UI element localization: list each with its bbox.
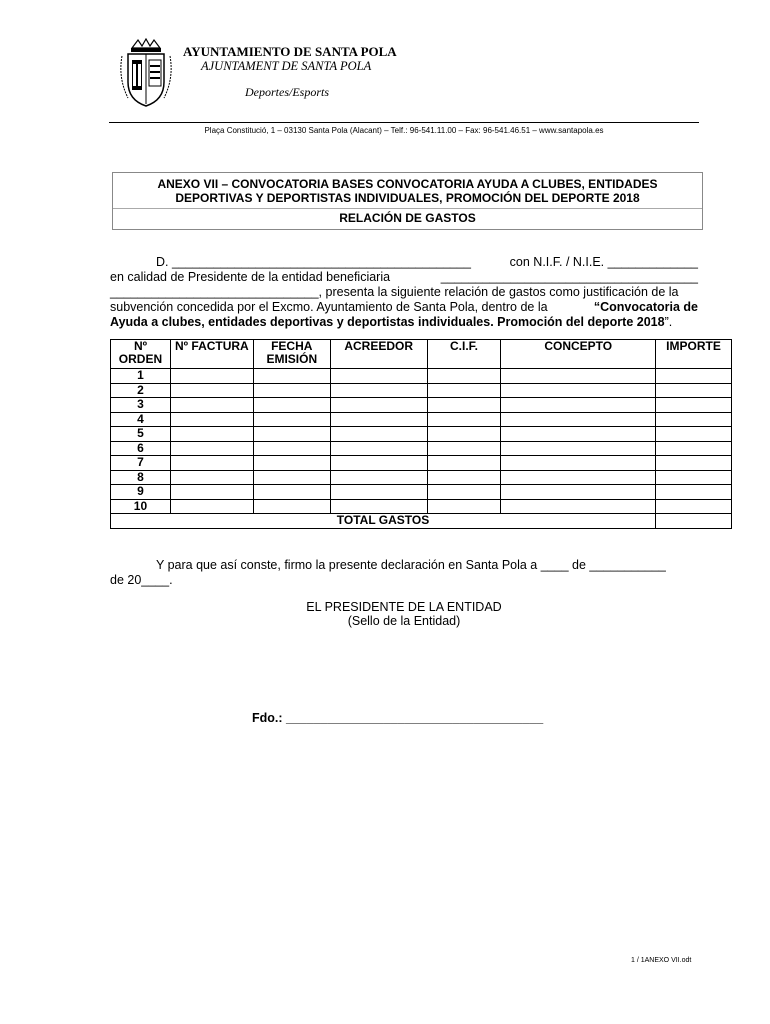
table-cell[interactable] <box>170 412 253 427</box>
table-row <box>111 369 732 384</box>
table-cell[interactable] <box>253 470 330 485</box>
table-cell[interactable] <box>170 470 253 485</box>
table-cell[interactable] <box>656 485 732 500</box>
table-cell[interactable] <box>501 412 656 427</box>
table-cell[interactable] <box>170 499 253 514</box>
address-line: Plaça Constitució, 1 – 03130 Santa Pola (Alacant) – Telf.: 96-541.11.00 – Fax: 96-541.46.51 – www.santapola.es <box>204 126 604 135</box>
table-cell[interactable] <box>330 412 427 427</box>
table-row <box>111 456 732 471</box>
expenses-table <box>110 339 732 529</box>
signatory-role: EL PRESIDENTE DE LA ENTIDAD <box>306 600 502 614</box>
table-cell[interactable] <box>427 441 501 456</box>
col-header-importe: IMPORTE <box>656 340 732 369</box>
table-cell[interactable] <box>501 470 656 485</box>
table-cell[interactable] <box>253 383 330 398</box>
col-header-cif: C.I.F. <box>427 340 501 369</box>
declaration-line-1 <box>110 255 698 270</box>
col-header-acreedor: ACREEDOR <box>330 340 427 369</box>
row-number: 2 <box>111 383 171 398</box>
table-cell[interactable] <box>427 470 501 485</box>
declaration-line-5: Ayuda a clubes, entidades deportivas y deportistas individuales. Promoción del deporte 2018”. <box>110 315 673 329</box>
table-cell[interactable] <box>330 369 427 384</box>
total-row <box>111 514 732 529</box>
table-cell[interactable] <box>170 427 253 442</box>
row-number: 9 <box>111 485 171 500</box>
title-line-1: ANEXO VII – CONVOCATORIA BASES CONVOCATORIA AYUDA A CLUBES, ENTIDADES <box>157 177 658 191</box>
row-number: 3 <box>111 398 171 413</box>
col-header-orden: Nº ORDEN <box>111 340 171 369</box>
table-cell[interactable] <box>170 441 253 456</box>
table-cell[interactable] <box>330 441 427 456</box>
document-title <box>113 177 702 205</box>
table-cell[interactable] <box>427 383 501 398</box>
table-cell[interactable] <box>656 499 732 514</box>
table-cell[interactable] <box>501 398 656 413</box>
table-cell[interactable] <box>656 456 732 471</box>
table-cell[interactable] <box>253 441 330 456</box>
table-cell[interactable] <box>330 398 427 413</box>
table-cell[interactable] <box>253 398 330 413</box>
table-cell[interactable] <box>427 456 501 471</box>
total-amount-cell[interactable] <box>656 514 732 529</box>
table-cell[interactable] <box>330 499 427 514</box>
table-cell[interactable] <box>501 485 656 500</box>
table-cell[interactable] <box>501 383 656 398</box>
declaration-paragraph <box>110 255 698 330</box>
table-row <box>111 398 732 413</box>
table-cell[interactable] <box>427 412 501 427</box>
closing-line-1: Y para que así conste, firmo la presente declaración en Santa Pola a ____ de ___________ <box>156 558 666 572</box>
row-number: 7 <box>111 456 171 471</box>
table-header-row <box>111 340 732 369</box>
table-row <box>111 499 732 514</box>
declaration-line-2: en calidad de Presidente de la entidad beneficiaria _____________________________________ <box>110 270 698 284</box>
document-subtitle: RELACIÓN DE GASTOS <box>339 211 476 225</box>
table-cell[interactable] <box>656 398 732 413</box>
table-cell[interactable] <box>656 427 732 442</box>
table-cell[interactable] <box>330 383 427 398</box>
table-cell[interactable] <box>656 441 732 456</box>
nif-field[interactable]: con N.I.F. / N.I.E. _____________ <box>509 255 698 269</box>
table-cell[interactable] <box>253 485 330 500</box>
table-cell[interactable] <box>427 485 501 500</box>
row-number: 5 <box>111 427 171 442</box>
table-cell[interactable] <box>170 383 253 398</box>
table-cell[interactable] <box>656 470 732 485</box>
table-cell[interactable] <box>501 427 656 442</box>
row-number: 8 <box>111 470 171 485</box>
table-cell[interactable] <box>253 499 330 514</box>
table-cell[interactable] <box>170 398 253 413</box>
table-cell[interactable] <box>330 470 427 485</box>
table-cell[interactable] <box>427 398 501 413</box>
total-label: TOTAL GASTOS <box>111 514 656 529</box>
title-divider <box>113 208 702 209</box>
table-cell[interactable] <box>330 485 427 500</box>
seal-note: (Sello de la Entidad) <box>347 614 461 628</box>
table-row <box>111 383 732 398</box>
department-label: Deportes/Esports <box>245 85 329 99</box>
table-cell[interactable] <box>170 369 253 384</box>
table-cell[interactable] <box>427 499 501 514</box>
table-cell[interactable] <box>253 369 330 384</box>
table-cell[interactable] <box>330 456 427 471</box>
row-number: 10 <box>111 499 171 514</box>
table-cell[interactable] <box>501 441 656 456</box>
table-cell[interactable] <box>656 412 732 427</box>
signature-line[interactable]: Fdo.: _____________________________________ <box>252 711 544 725</box>
page-footer: 1 / 1ANEXO VII.odt <box>631 957 692 964</box>
row-number: 1 <box>111 369 171 384</box>
title-line-2: DEPORTIVAS Y DEPORTISTAS INDIVIDUALES, PROMOCIÓN DEL DEPORTE 2018 <box>175 191 640 205</box>
col-header-factura: Nº FACTURA <box>170 340 253 369</box>
table-cell[interactable] <box>253 427 330 442</box>
table-cell[interactable] <box>427 427 501 442</box>
table-row <box>111 412 732 427</box>
table-cell[interactable] <box>501 369 656 384</box>
name-field[interactable]: D. ___________________________________________ <box>156 255 471 269</box>
table-cell[interactable] <box>656 369 732 384</box>
closing-statement <box>110 558 698 588</box>
coat-of-arms-icon <box>118 38 174 108</box>
col-header-concepto: CONCEPTO <box>501 340 656 369</box>
table-cell[interactable] <box>170 456 253 471</box>
table-cell[interactable] <box>501 456 656 471</box>
signature-block <box>110 600 698 628</box>
organization-name: AYUNTAMIENTO DE SANTA POLA <box>183 44 397 59</box>
table-row <box>111 470 732 485</box>
table-cell[interactable] <box>253 412 330 427</box>
declaration-line-4: subvención concedida por el Excmo. Ayuntamiento de Santa Pola, dentro de la “Convocatoria de <box>110 300 698 314</box>
table-cell[interactable] <box>656 383 732 398</box>
title-box <box>112 172 703 230</box>
table-cell[interactable] <box>501 499 656 514</box>
declaration-line-3: ______________________________, presenta la siguiente relación de gastos como justificación de la <box>110 285 679 299</box>
col-header-fecha: FECHA EMISIÓN <box>253 340 330 369</box>
header-divider <box>109 122 699 123</box>
table-row <box>111 441 732 456</box>
table-cell[interactable] <box>253 456 330 471</box>
entity-field[interactable]: _____________________________________ <box>440 270 698 284</box>
row-number: 6 <box>111 441 171 456</box>
organization-name-valencian: AJUNTAMENT DE SANTA POLA <box>201 59 372 73</box>
table-row <box>111 485 732 500</box>
table-cell[interactable] <box>330 427 427 442</box>
table-row <box>111 427 732 442</box>
row-number: 4 <box>111 412 171 427</box>
table-cell[interactable] <box>170 485 253 500</box>
closing-line-2: de 20____. <box>110 573 173 587</box>
table-cell[interactable] <box>427 369 501 384</box>
